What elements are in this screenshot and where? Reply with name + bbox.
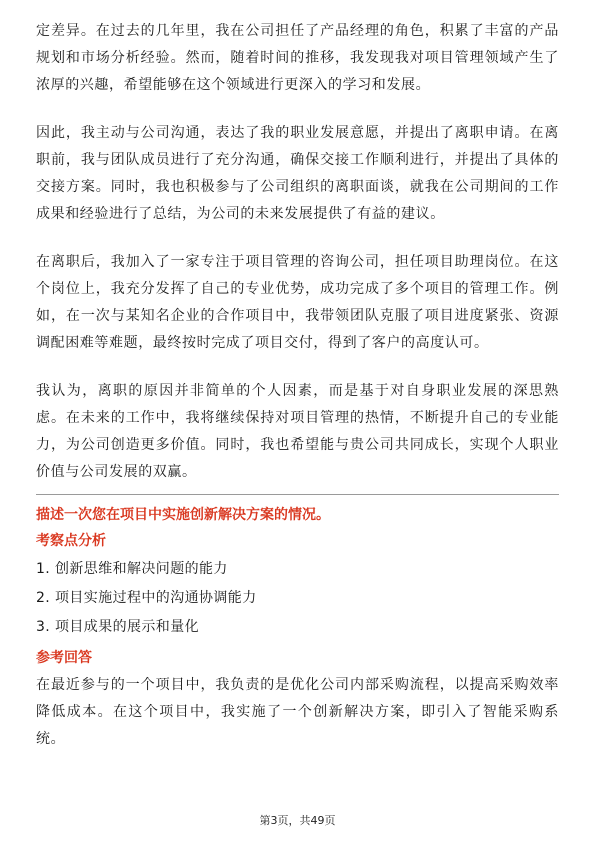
analysis-heading: 考察点分析 <box>36 533 106 549</box>
answer-heading: 参考回答 <box>36 650 92 666</box>
section-divider <box>36 494 559 495</box>
body-paragraph: 定差异。在过去的几年里，我在公司担任了产品经理的角色，积累了丰富的产品规划和市场分析经验。然而，随着时间的推移，我发现我对项目管理领域产生了浓厚的兴趣，希望能够在这个领域进行更深入的学习和发展。 <box>36 23 559 93</box>
body-paragraph: 在离职后，我加入了一家专注于项目管理的咨询公司，担任项目助理岗位。在这个岗位上，我充分发挥了自己的专业优势，成功完成了多个项目的管理工作。例如，在一次与某知名企业的合作项目中，我带领团队克服了项目进度紧张、资源调配困难等难题，最终按时完成了项目交付，得到了客户的高度认可。 <box>36 254 559 351</box>
analysis-point: 2. 项目实施过程中的沟通协调能力 <box>36 590 257 606</box>
page-number: 第3页，共49页 <box>259 814 336 827</box>
analysis-point: 3. 项目成果的展示和量化 <box>36 619 200 635</box>
analysis-point-list <box>36 555 559 642</box>
analysis-point: 1. 创新思维和解决问题的能力 <box>36 561 228 577</box>
interview-question: 描述一次您在项目中实施创新解决方案的情况。 <box>36 507 330 523</box>
body-paragraph: 因此，我主动与公司沟通，表达了我的职业发展意愿，并提出了离职申请。在离职前，我与团队成员进行了充分沟通，确保交接工作顺利进行，并提出了具体的交接方案。同时，我也积极参与了公司组织的离职面谈，就我在公司期间的工作成果和经验进行了总结，为公司的未来发展提供了有益的建议。 <box>36 125 559 222</box>
body-paragraph: 我认为，离职的原因并非简单的个人因素，而是基于对自身职业发展的深思熟虑。在未来的工作中，我将继续保持对项目管理的热情，不断提升自己的专业能力，为公司创造更多价值。同时，我也希望能与贵公司共同成长，实现个人职业价值与公司发展的双赢。 <box>36 383 559 480</box>
document-body <box>36 18 559 753</box>
answer-paragraph: 在最近参与的一个项目中，我负责的是优化公司内部采购流程，以提高采购效率降低成本。在这个项目中，我实施了一个创新解决方案，即引入了智能采购系统。 <box>36 677 559 747</box>
